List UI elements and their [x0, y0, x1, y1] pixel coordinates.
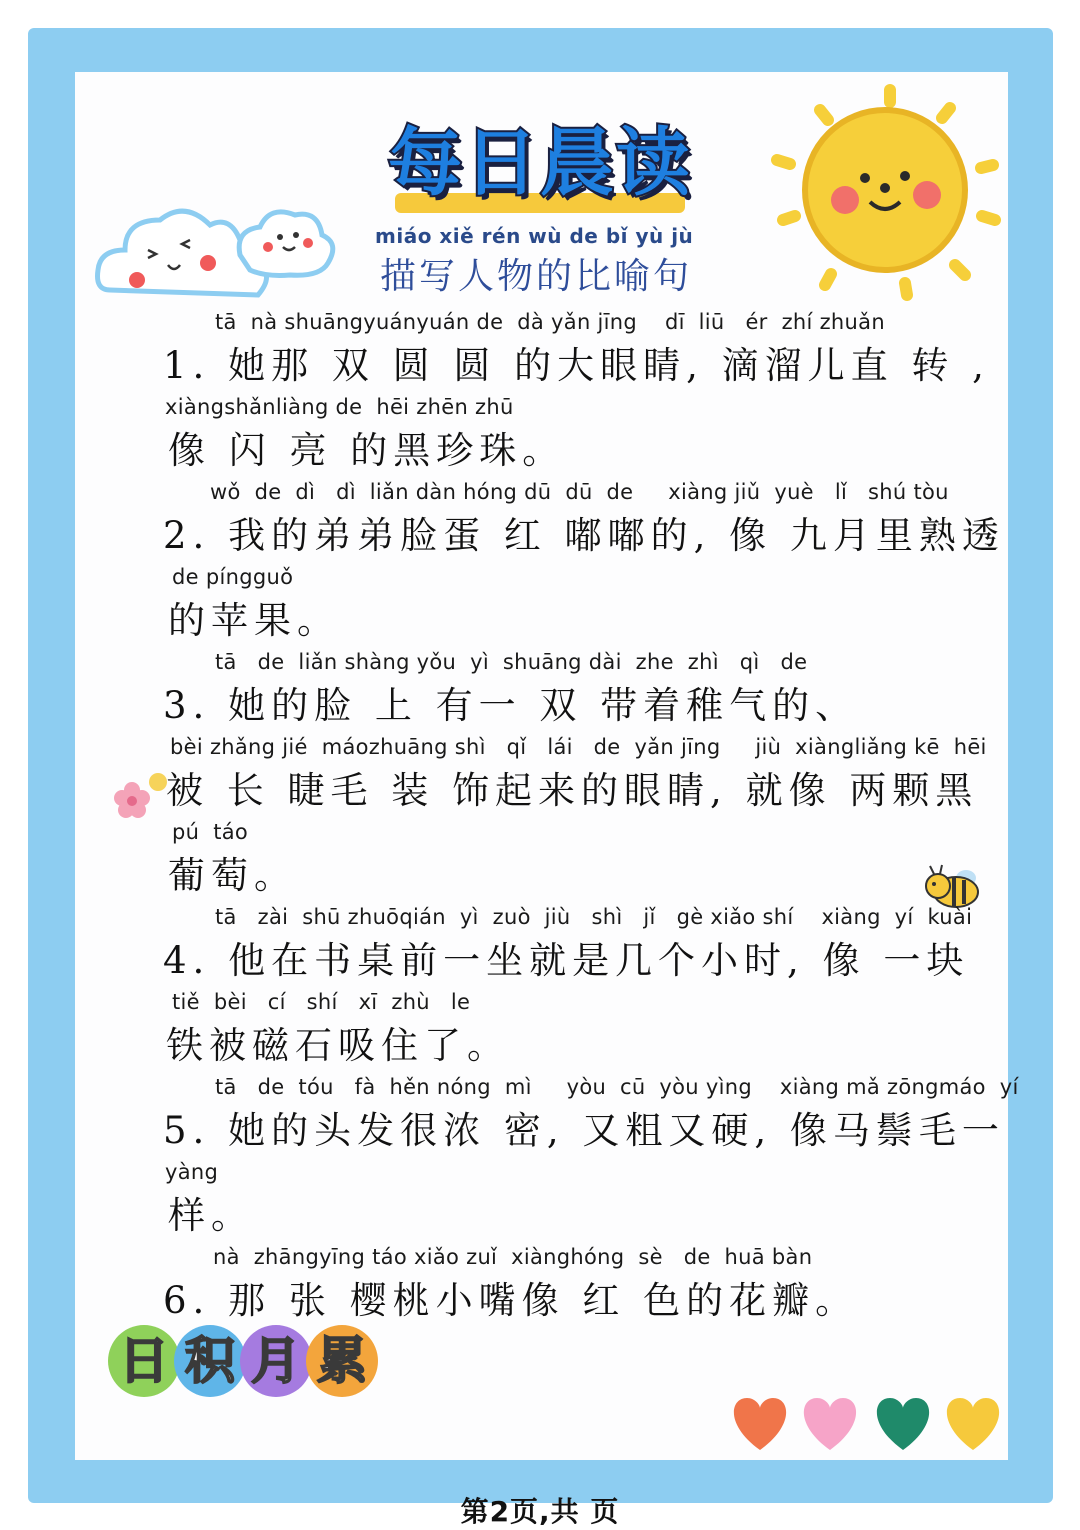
badge-char-3: 月 [240, 1325, 312, 1397]
hearts-icon [725, 1390, 1005, 1455]
item-4-text-2: 铁被磁石吸住了。 [166, 1024, 510, 1067]
item-1-pinyin-1: tā nà shuāngyuányuán de dà yǎn jīng dī liū ér zhí zhuǎn [215, 310, 885, 334]
item-3-text-3: 葡萄。 [168, 854, 297, 897]
item-5-text-1: 5. 她的头发很浓 密, 又粗又硬, 像马鬃毛一 [163, 1109, 1005, 1152]
item-6-text-1: 6. 那 张 樱桃小嘴像 红 色的花瓣。 [163, 1279, 859, 1322]
flower-icon [110, 770, 170, 825]
item-1-pinyin-2: xiàngshǎnliàng de hēi zhēn zhū [165, 395, 514, 419]
subtitle-pinyin: miáo xiě rén wù de bǐ yù jù [375, 224, 694, 248]
item-5-pinyin-2: yàng [165, 1160, 219, 1184]
item-4-pinyin-2: tiě bèi cí shí xī zhù le [172, 990, 471, 1014]
page-title: 每日晨读 [388, 120, 692, 206]
item-3-pinyin-1: tā de liǎn shàng yǒu yì shuāng dài zhe zhì qì de [215, 650, 808, 674]
subtitle: 描写人物的比喻句 [380, 256, 693, 297]
badge-char-1: 日 [108, 1325, 180, 1397]
daily-accumulation-badge [108, 1325, 388, 1405]
item-4-pinyin-1: tā zài shū zhuōqián yì zuò jiù shì jǐ gè xiǎo shí xiàng yí kuài [215, 905, 973, 929]
item-4-text-1: 4. 他在书桌前一坐就是几个小时, 像 一块 [163, 939, 970, 982]
item-6-pinyin-1: nà zhāngyīng táo xiǎo zuǐ xiànghóng sè de huā bàn [213, 1245, 813, 1269]
badge-char-2: 积 [174, 1325, 246, 1397]
item-3-pinyin-2: bèi zhǎng jié máozhuāng shì qǐ lái de yǎn jīng jiù xiàngliǎng kē hēi [170, 735, 987, 759]
item-1-text-1: 1. 她那 双 圆 圆 的大眼睛, 滴溜儿直 转 , [163, 344, 990, 387]
item-3-pinyin-3: pú táo [172, 820, 249, 844]
title-banner [370, 115, 710, 215]
item-5-text-2: 样。 [168, 1194, 254, 1237]
page-number: 第2页,共 页 [460, 1495, 620, 1528]
item-2-pinyin-2: de píngguǒ [172, 565, 294, 589]
sun-icon [765, 80, 1005, 310]
item-2-text-1: 2. 我的弟弟脸蛋 红 嘟嘟的, 像 九月里熟透 [163, 514, 1005, 557]
item-3-text-2: 被 长 睫毛 装 饰起来的眼睛, 就像 两颗黑 [166, 769, 979, 812]
badge-char-4: 累 [306, 1325, 378, 1397]
item-2-text-2: 的苹果。 [168, 599, 340, 642]
item-5-pinyin-1: tā de tóu fà hěn nóng mì yòu cū yòu yìng xiàng mǎ zōngmáo yí [215, 1075, 1019, 1099]
cloud-icon [90, 195, 340, 315]
item-1-text-2: 像 闪 亮 的黑珍珠。 [168, 429, 566, 472]
item-2-pinyin-1: wǒ de dì dì liǎn dàn hóng dū dū de xiàng jiǔ yuè lǐ shú tòu [210, 480, 949, 504]
item-3-text-1: 3. 她的脸 上 有一 双 带着稚气的、 [163, 684, 859, 727]
